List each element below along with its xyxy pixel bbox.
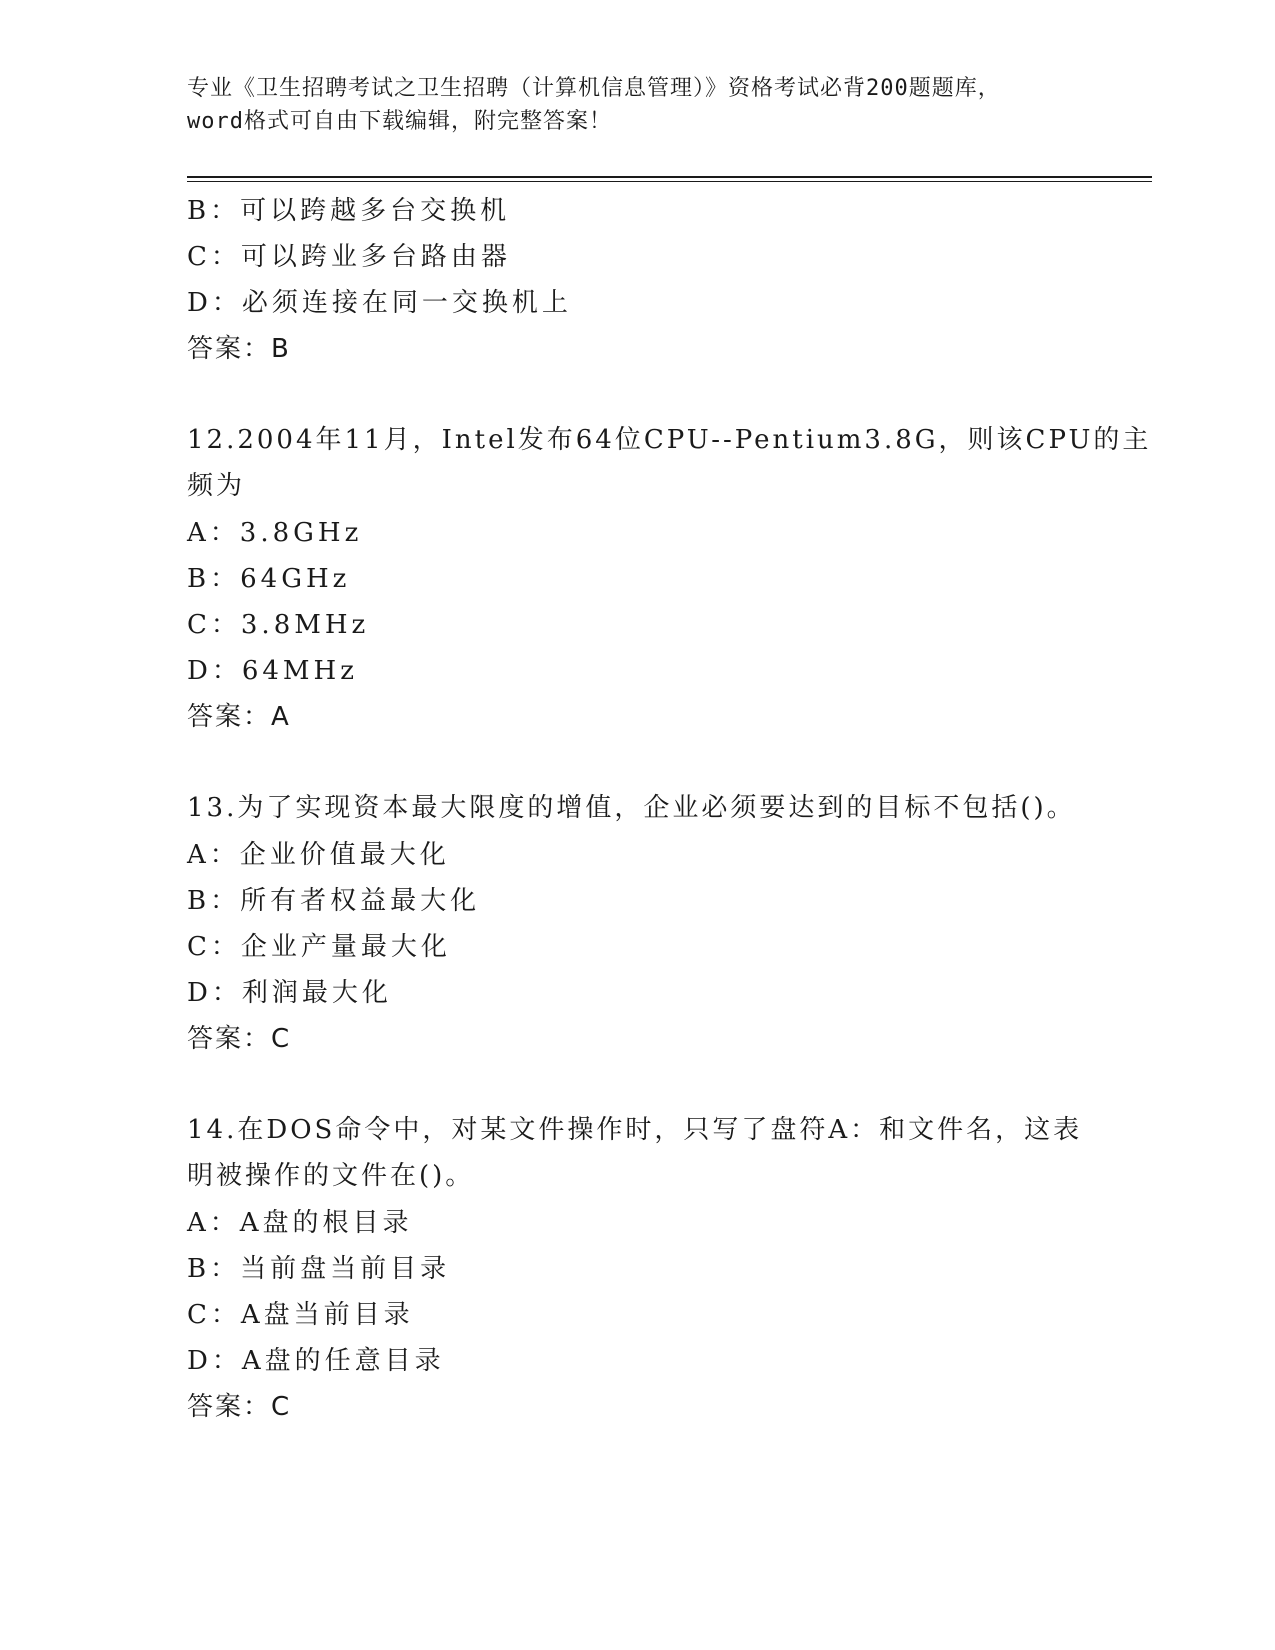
question-stem: 13.为了实现资本最大限度的增值，企业必须要达到的目标不包括()。 — [187, 793, 1076, 823]
option-b: B：当前盘当前目录 — [187, 1254, 451, 1284]
answer-line: 答案：C — [187, 1024, 292, 1054]
option-c: C：A盘当前目录 — [187, 1300, 414, 1330]
question-13 — [187, 786, 1087, 1062]
option-d: D：A盘的任意目录 — [187, 1346, 445, 1376]
question-14 — [187, 1108, 1087, 1430]
option-b: B：可以跨越多台交换机 — [187, 196, 511, 226]
question-12 — [187, 418, 1152, 740]
option-a: A：企业价值最大化 — [187, 840, 450, 870]
option-c: C：3.8MHz — [187, 610, 370, 640]
question-spacer — [187, 372, 1087, 418]
header-title-line-2: word格式可自由下载编辑，附完整答案！ — [187, 109, 612, 134]
document-header — [187, 72, 1087, 138]
answer-line: 答案：B — [187, 334, 291, 364]
option-a: A：A盘的根目录 — [187, 1208, 413, 1238]
question-stem-continued: 明被操作的文件在()。 — [187, 1161, 475, 1191]
option-a: A：3.8GHz — [187, 518, 363, 548]
header-divider-thick — [187, 176, 1152, 178]
question-stem: 12.2004年11月，Intel发布64位CPU--Pentium3.8G，则该CPU的主 — [187, 425, 1152, 455]
option-d: D：必须连接在同一交换机上 — [187, 288, 572, 318]
answer-line: 答案：A — [187, 702, 291, 732]
option-d: D：64MHz — [187, 656, 358, 686]
answer-line: 答案：C — [187, 1392, 292, 1422]
option-d: D：利润最大化 — [187, 978, 392, 1008]
option-c: C：企业产量最大化 — [187, 932, 451, 962]
question-spacer — [187, 1062, 1087, 1108]
question-stem-continued: 频为 — [187, 471, 246, 501]
header-title-line-1: 专业《卫生招聘考试之卫生招聘（计算机信息管理）》资格考试必背200题题库， — [187, 76, 1001, 101]
header-divider-thin — [187, 181, 1152, 182]
option-c: C：可以跨业多台路由器 — [187, 242, 511, 272]
option-b: B：64GHz — [187, 564, 351, 594]
question-11 — [187, 188, 1087, 372]
question-stem: 14.在DOS命令中，对某文件操作时，只写了盘符A：和文件名，这表 — [187, 1115, 1083, 1145]
option-b: B：所有者权益最大化 — [187, 886, 481, 916]
question-spacer — [187, 740, 1087, 786]
question-list — [187, 188, 1152, 1430]
